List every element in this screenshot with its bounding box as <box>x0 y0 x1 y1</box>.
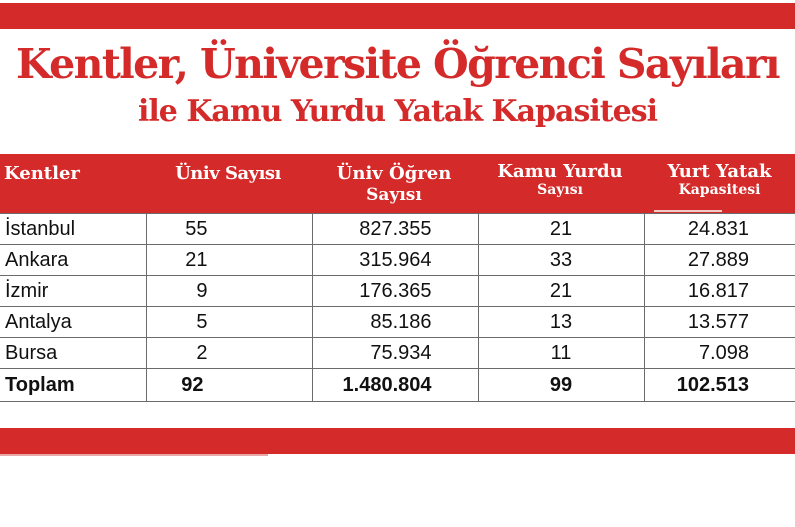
table-header <box>0 154 795 213</box>
data-table <box>0 213 795 402</box>
cell-univ-count: 5 <box>146 307 312 338</box>
cell-student-count: 176.365 <box>312 276 478 307</box>
cell-city: Bursa <box>0 338 146 369</box>
cell-bed-capacity: 24.831 <box>644 214 795 245</box>
header-yurt-yatak-label: Yurt Yatak <box>667 161 772 182</box>
cell-univ-count: 55 <box>146 214 312 245</box>
bottom-bar-underline <box>0 454 268 456</box>
header-underline-artifact <box>654 210 722 212</box>
total-label: Toplam <box>0 369 146 402</box>
header-univ-sayisi-label: Üniv Sayısı <box>175 163 281 184</box>
header-kamu-yurdu-sayisi <box>478 154 642 221</box>
table-total-row <box>0 369 795 402</box>
cell-city: İzmir <box>0 276 146 307</box>
cell-dorm-count: 21 <box>478 214 644 245</box>
header-univ-ogren-sublabel: Sayısı <box>366 185 422 205</box>
bottom-red-bar <box>0 428 795 454</box>
header-univ-ogren-sayisi <box>312 154 476 222</box>
cell-dorm-count: 11 <box>478 338 644 369</box>
cell-bed-capacity: 7.098 <box>644 338 795 369</box>
top-red-bar <box>0 3 795 29</box>
header-yurt-yatak-sublabel: Kapasitesi <box>678 182 761 198</box>
cell-city: Ankara <box>0 245 146 276</box>
title-line-1: Kentler, Üniversite Öğrenci Sayıları <box>16 40 779 88</box>
table-row <box>0 276 795 307</box>
cell-bed-capacity: 13.577 <box>644 307 795 338</box>
cell-univ-count: 2 <box>146 338 312 369</box>
header-univ-sayisi <box>146 154 310 222</box>
cell-student-count: 85.186 <box>312 307 478 338</box>
cell-bed-capacity: 27.889 <box>644 245 795 276</box>
cell-dorm-count: 33 <box>478 245 644 276</box>
cell-dorm-count: 21 <box>478 276 644 307</box>
header-kentler-label: Kentler <box>4 163 80 184</box>
total-bed-capacity: 102.513 <box>644 369 795 402</box>
cell-student-count: 827.355 <box>312 214 478 245</box>
table-row <box>0 307 795 338</box>
total-student-count: 1.480.804 <box>312 369 478 402</box>
cell-bed-capacity: 16.817 <box>644 276 795 307</box>
total-univ-count: 92 <box>146 369 312 402</box>
table-row <box>0 214 795 245</box>
title-line-2: ile Kamu Yurdu Yatak Kapasitesi <box>138 94 657 129</box>
header-kamu-yurdu-label: Kamu Yurdu <box>497 161 623 182</box>
table-row <box>0 245 795 276</box>
cell-univ-count: 9 <box>146 276 312 307</box>
table-row <box>0 338 795 369</box>
cell-city: Antalya <box>0 307 146 338</box>
header-kamu-yurdu-sublabel: Sayısı <box>537 182 583 198</box>
cell-univ-count: 21 <box>146 245 312 276</box>
cell-city: İstanbul <box>0 214 146 245</box>
cell-student-count: 315.964 <box>312 245 478 276</box>
header-univ-ogren-label: Üniv Öğren <box>336 163 452 184</box>
cell-dorm-count: 13 <box>478 307 644 338</box>
header-kentler <box>4 154 144 222</box>
total-dorm-count: 99 <box>478 369 644 402</box>
cell-student-count: 75.934 <box>312 338 478 369</box>
